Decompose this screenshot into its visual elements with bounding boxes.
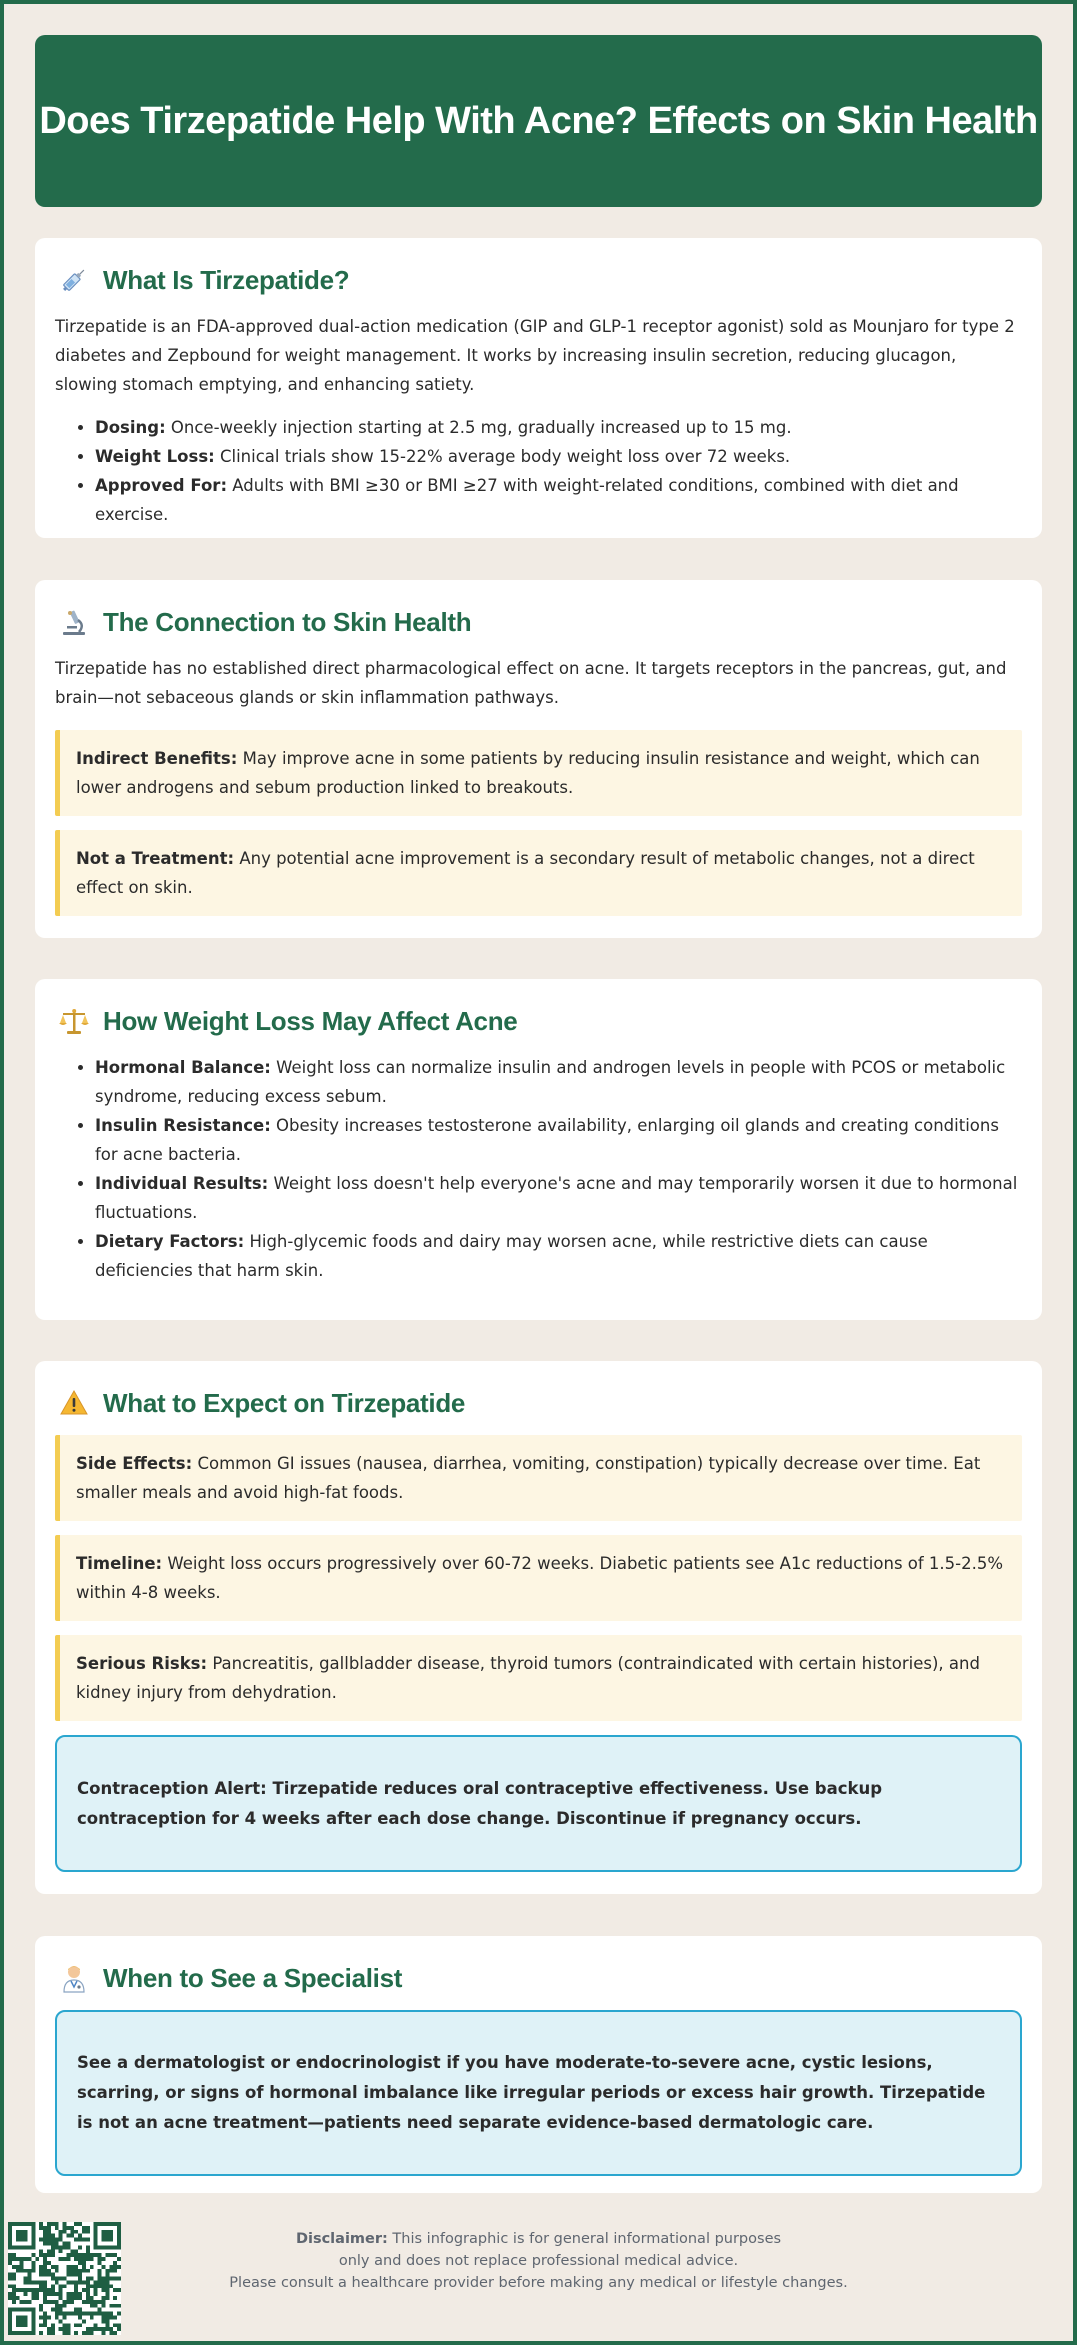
specialist-alert: See a dermatologist or endocrinologist if you have moderate-to-severe acne, cystic lesions, scarring, or signs of hormonal imbalance like irregular periods or excess hair growth. Tirzepatide is not an acne treatment—patients need separate evidence-based dermatologic care. bbox=[55, 2010, 1022, 2176]
callout-note: Not a Treatment: Any potential acne improvement is a secondary result of metabolic changes, not a direct effect on skin. bbox=[55, 830, 1022, 916]
section-intro: Tirzepatide has no established direct pharmacological effect on acne. It targets receptors in the pancreas, gut, and brain—not sebaceous glands or skin inflammation pathways. bbox=[55, 659, 1007, 707]
callout-note: Indirect Benefits: May improve acne in some patients by reducing insulin resistance and weight, which can lower androgens and sebum production linked to breakouts. bbox=[55, 730, 1022, 816]
section-title: How Weight Loss May Affect Acne bbox=[103, 1005, 518, 1036]
warning-icon bbox=[57, 1386, 91, 1420]
section-skin-connection bbox=[35, 580, 1042, 938]
section-weight-loss bbox=[35, 979, 1042, 1320]
list-item: • Weight Loss: Clinical trials show 15-22% average body weight loss over 72 weeks. bbox=[95, 442, 1022, 471]
syringe-icon bbox=[57, 263, 91, 297]
contraception-alert: Contraception Alert: Tirzepatide reduces oral contraceptive effectiveness. Use backup contraception for 4 weeks after each dose change. Discontinue if pregnancy occurs. bbox=[55, 1735, 1022, 1872]
list-item: • Individual Results: Weight loss doesn't help everyone's acne and may temporarily worsen it due to hormonal fluctuations. bbox=[95, 1169, 1022, 1227]
section-specialist bbox=[35, 1936, 1042, 2193]
section-intro: Tirzepatide is an FDA-approved dual-action medication (GIP and GLP-1 receptor agonist) sold as Mounjaro for type 2 diabetes and Zepbound for weight management. It works by increasing insulin secretion, reducing glucagon, slowing stomach emptying, and enhancing satiety. bbox=[55, 317, 1015, 394]
callout-note: Side Effects: Common GI issues (nausea, diarrhea, vomiting, constipation) typically decrease over time. Eat smaller meals and avoid high-fat foods. bbox=[55, 1435, 1022, 1521]
section-what-is bbox=[35, 238, 1042, 538]
callout-note: Serious Risks: Pancreatitis, gallbladder disease, thyroid tumors (contraindicated with certain histories), and kidney injury from dehydration. bbox=[55, 1635, 1022, 1721]
section-title: What Is Tirzepatide? bbox=[103, 264, 350, 295]
list-item: • Insulin Resistance: Obesity increases testosterone availability, enlarging oil glands and creating conditions for acne bacteria. bbox=[95, 1111, 1022, 1169]
bullet-list bbox=[55, 413, 1022, 529]
page-title: Does Tirzepatide Help With Acne? Effects on Skin Health bbox=[39, 99, 1038, 142]
list-item: • Dietary Factors: High-glycemic foods and dairy may worsen acne, while restrictive diets can cause deficiencies that harm skin. bbox=[95, 1227, 1022, 1285]
doctor-icon bbox=[57, 1961, 91, 1995]
disclaimer: Disclaimer: This infographic is for general informational purposes only and does not replace professional medical advice. Please consult a healthcare provider before making any medical or lifestyle changes. bbox=[229, 2231, 848, 2291]
callout-note: Timeline: Weight loss occurs progressively over 60-72 weeks. Diabetic patients see A1c reductions of 1.5-2.5% within 4-8 weeks. bbox=[55, 1535, 1022, 1621]
section-title: What to Expect on Tirzepatide bbox=[103, 1387, 466, 1418]
page-header bbox=[35, 35, 1042, 207]
list-item: • Hormonal Balance: Weight loss can normalize insulin and androgen levels in people with PCOS or metabolic syndrome, reducing excess sebum. bbox=[95, 1053, 1022, 1111]
section-what-to-expect bbox=[35, 1361, 1042, 1894]
microscope-icon bbox=[57, 605, 91, 639]
bullet-list bbox=[55, 1053, 1022, 1285]
section-title: When to See a Specialist bbox=[103, 1962, 403, 1993]
scales-icon bbox=[57, 1004, 91, 1038]
list-item: • Dosing: Once-weekly injection starting at 2.5 mg, gradually increased up to 15 mg. bbox=[95, 413, 1022, 442]
qr-code-icon[interactable] bbox=[8, 2222, 121, 2335]
list-item: • Approved For: Adults with BMI ≥30 or BMI ≥27 with weight-related conditions, combined with diet and exercise. bbox=[95, 471, 1022, 529]
section-title: The Connection to Skin Health bbox=[103, 606, 472, 637]
